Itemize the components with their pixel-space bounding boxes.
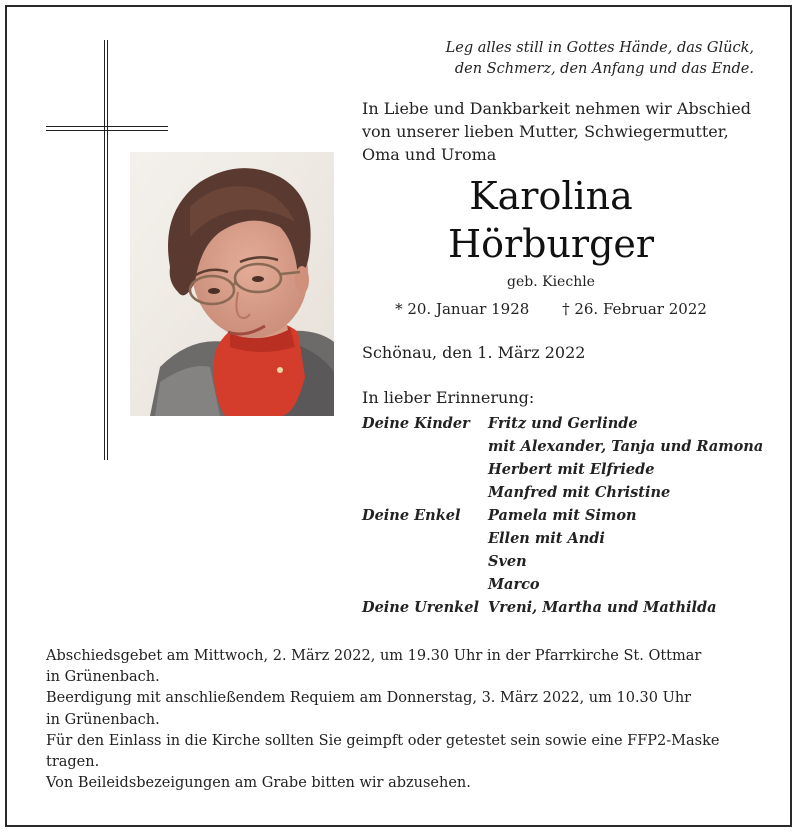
death-date: † 26. Februar 2022 [562,300,707,318]
last-name: Hörburger [447,222,655,266]
family-member: mit Alexander, Tanja und Ramona [488,438,764,455]
family-member: Manfred mit Christine [488,484,671,501]
footer-line: Beerdigung mit anschließendem Requiem am Donnerstag, 3. März 2022, um 10.30 Uhr [46,690,692,707]
footer-line: Von Beileidsbezeigungen am Grabe bitten wir abzusehen. [46,775,471,792]
family-member: Pamela mit Simon [488,507,637,524]
footer-line: Für den Einlass in die Kirche sollten Sie geimpft oder getestet sein sowie eine FFP2-Maske [46,732,720,749]
family-role: Deine Enkel [362,507,461,524]
first-name: Karolina [469,174,633,218]
cross-icon [104,40,108,460]
memory-heading: In lieber Erinnerung: [362,388,535,407]
family-member: Fritz und Gerlinde [488,415,638,432]
family-group-children [362,412,792,504]
verse [400,38,754,80]
birth-date: * 20. Januar 1928 [395,300,530,318]
family-group-great-grandchildren [362,596,792,619]
service-information [46,646,766,794]
family-role: Deine Kinder [362,415,470,432]
birth-name: geb. Kiechle [507,274,595,290]
footer-line: in Grünenbach. [46,711,160,728]
footer-line: tragen. [46,754,100,771]
family-member: Vreni, Martha und Mathilda [488,599,717,616]
deceased-name [362,172,740,268]
verse-line: Leg alles still in Gottes Hände, das Glück, [445,40,754,56]
intro-line: Oma und Uroma [362,145,497,164]
family-member: Marco [488,576,540,593]
family-group-grandchildren [362,504,792,596]
intro-line: In Liebe und Dankbarkeit nehmen wir Abschied [362,99,752,118]
verse-line: den Schmerz, den Anfang und das Ende. [454,61,754,77]
family-role: Deine Urenkel [362,599,479,616]
footer-line: Abschiedsgebet am Mittwoch, 2. März 2022, um 19.30 Uhr in der Pfarrkirche St. Ottmar [46,648,702,664]
place-date: Schönau, den 1. März 2022 [362,343,586,362]
portrait-photo [130,152,334,416]
family-member: Herbert mit Elfriede [488,461,655,478]
footer-line: in Grünenbach. [46,669,160,686]
cross-icon-bar [46,126,168,131]
intro-line: von unserer lieben Mutter, Schwiegermutter, [362,122,729,141]
life-dates [362,298,740,320]
family-list [362,412,792,619]
family-member: Sven [488,553,527,570]
intro-text [362,97,782,166]
family-member: Ellen mit Andi [488,530,605,547]
